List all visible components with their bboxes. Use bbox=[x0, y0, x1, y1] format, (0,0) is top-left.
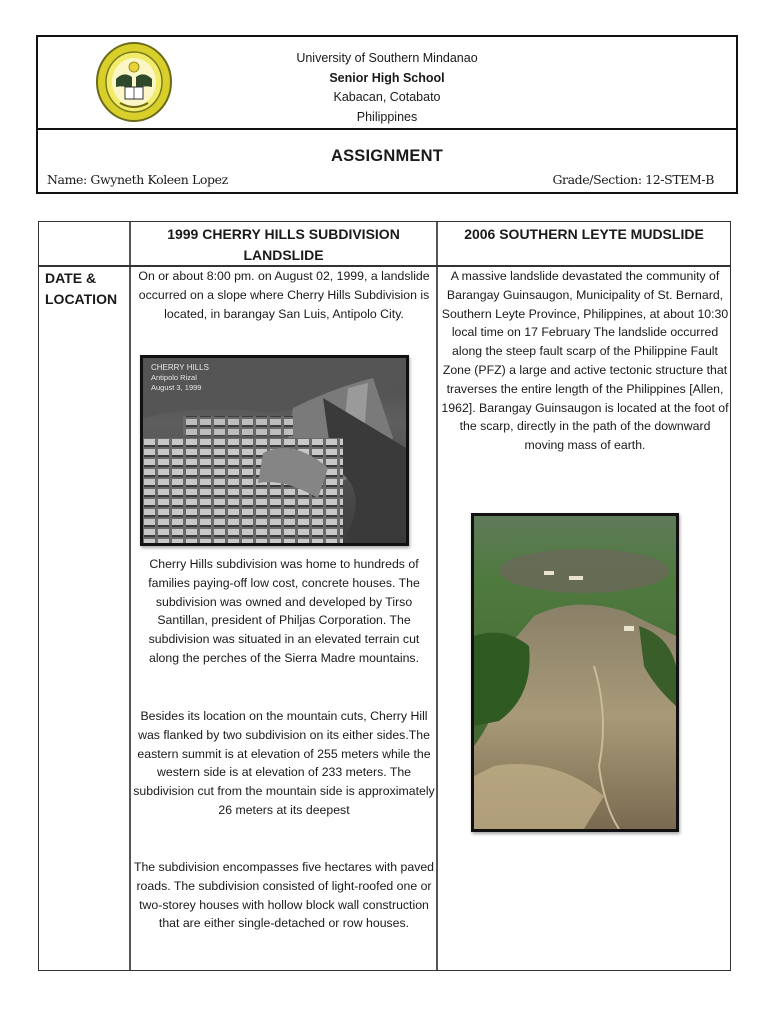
cherry-hills-paragraph-3: The subdivision encompasses five hectares with paved roads. The subdivision consisted of light-roofed one or two-storey houses with hollow block wall construction that are either single-detached or row houses. bbox=[133, 860, 435, 931]
school-location: Kabacan, Cotabato bbox=[333, 90, 441, 104]
cherry-hills-paragraph-2: Besides its location on the mountain cuts, Cherry Hill was flanked by two subdivision on its either sides.The eastern summit is at elevation of 255 meters while the western side is at elevation of 233 meters. The subdivision cut from the mountain side is approximately 26 meters at its deepest bbox=[133, 709, 435, 817]
institution-name: University of Southern Mindanao bbox=[296, 51, 478, 65]
cherry-hills-photo bbox=[140, 355, 409, 546]
page-title: ASSIGNMENT bbox=[330, 147, 443, 165]
institution-banner bbox=[38, 37, 736, 130]
document-header bbox=[36, 35, 738, 194]
comparison-table bbox=[38, 221, 731, 971]
institution-info bbox=[38, 49, 736, 127]
grade-section: Grade/Section: 12-STEM-B bbox=[552, 172, 714, 187]
southern-leyte-photo bbox=[471, 513, 679, 832]
column-header-southern-leyte: 2006 SOUTHERN LEYTE MUDSLIDE bbox=[464, 226, 704, 242]
school-name: Senior High School bbox=[329, 70, 445, 85]
photo-caption-line: Antipolo Rizal bbox=[151, 373, 197, 382]
photo-caption-line: August 3, 1999 bbox=[151, 383, 202, 392]
column-divider bbox=[129, 222, 131, 970]
assignment-info bbox=[38, 130, 736, 192]
cherry-hills-intro: On or about 8:00 pm. on August 02, 1999, a landslide occurred on a slope where Cherry Hills Subdivision is located, in barangay San Luis, Antipolo City. bbox=[138, 269, 430, 321]
photo-caption-line: CHERRY HILLS bbox=[151, 363, 209, 372]
cherry-hills-paragraph-1: Cherry Hills subdivision was home to hundreds of families paying-off low cost, concrete houses. The subdivision was owned and developed by Tirso Santillan, president of Philjas Corporation. The subdivision was situated in an elevated terrain cut along the perches of the Sierra Madre mountains. bbox=[148, 557, 420, 665]
column-header-cherry-hills: 1999 CHERRY HILLS SUBDIVISION LANDSLIDE bbox=[167, 226, 400, 263]
southern-leyte-description: A massive landslide devastated the community of Barangay Guinsaugon, Municipality of St. Bernard, Southern Leyte Province, Philippines, at about 10:30 local time on 17 February The landslide occurred along the steep fault scarp of the Philippine Fault Zone (PFZ) a large and active tectonic structure that traverses the entire length of the Philippines [Allen, 1962]. Barangay Guinsaugon is located at the foot of the scarp, directly in the path of the downward moving mass of earth. bbox=[441, 269, 729, 453]
column-divider bbox=[436, 222, 438, 970]
row-label-date-location: DATE & LOCATION bbox=[45, 270, 118, 307]
school-country: Philippines bbox=[356, 109, 418, 124]
student-name: Name: Gwyneth Koleen Lopez bbox=[47, 172, 228, 187]
